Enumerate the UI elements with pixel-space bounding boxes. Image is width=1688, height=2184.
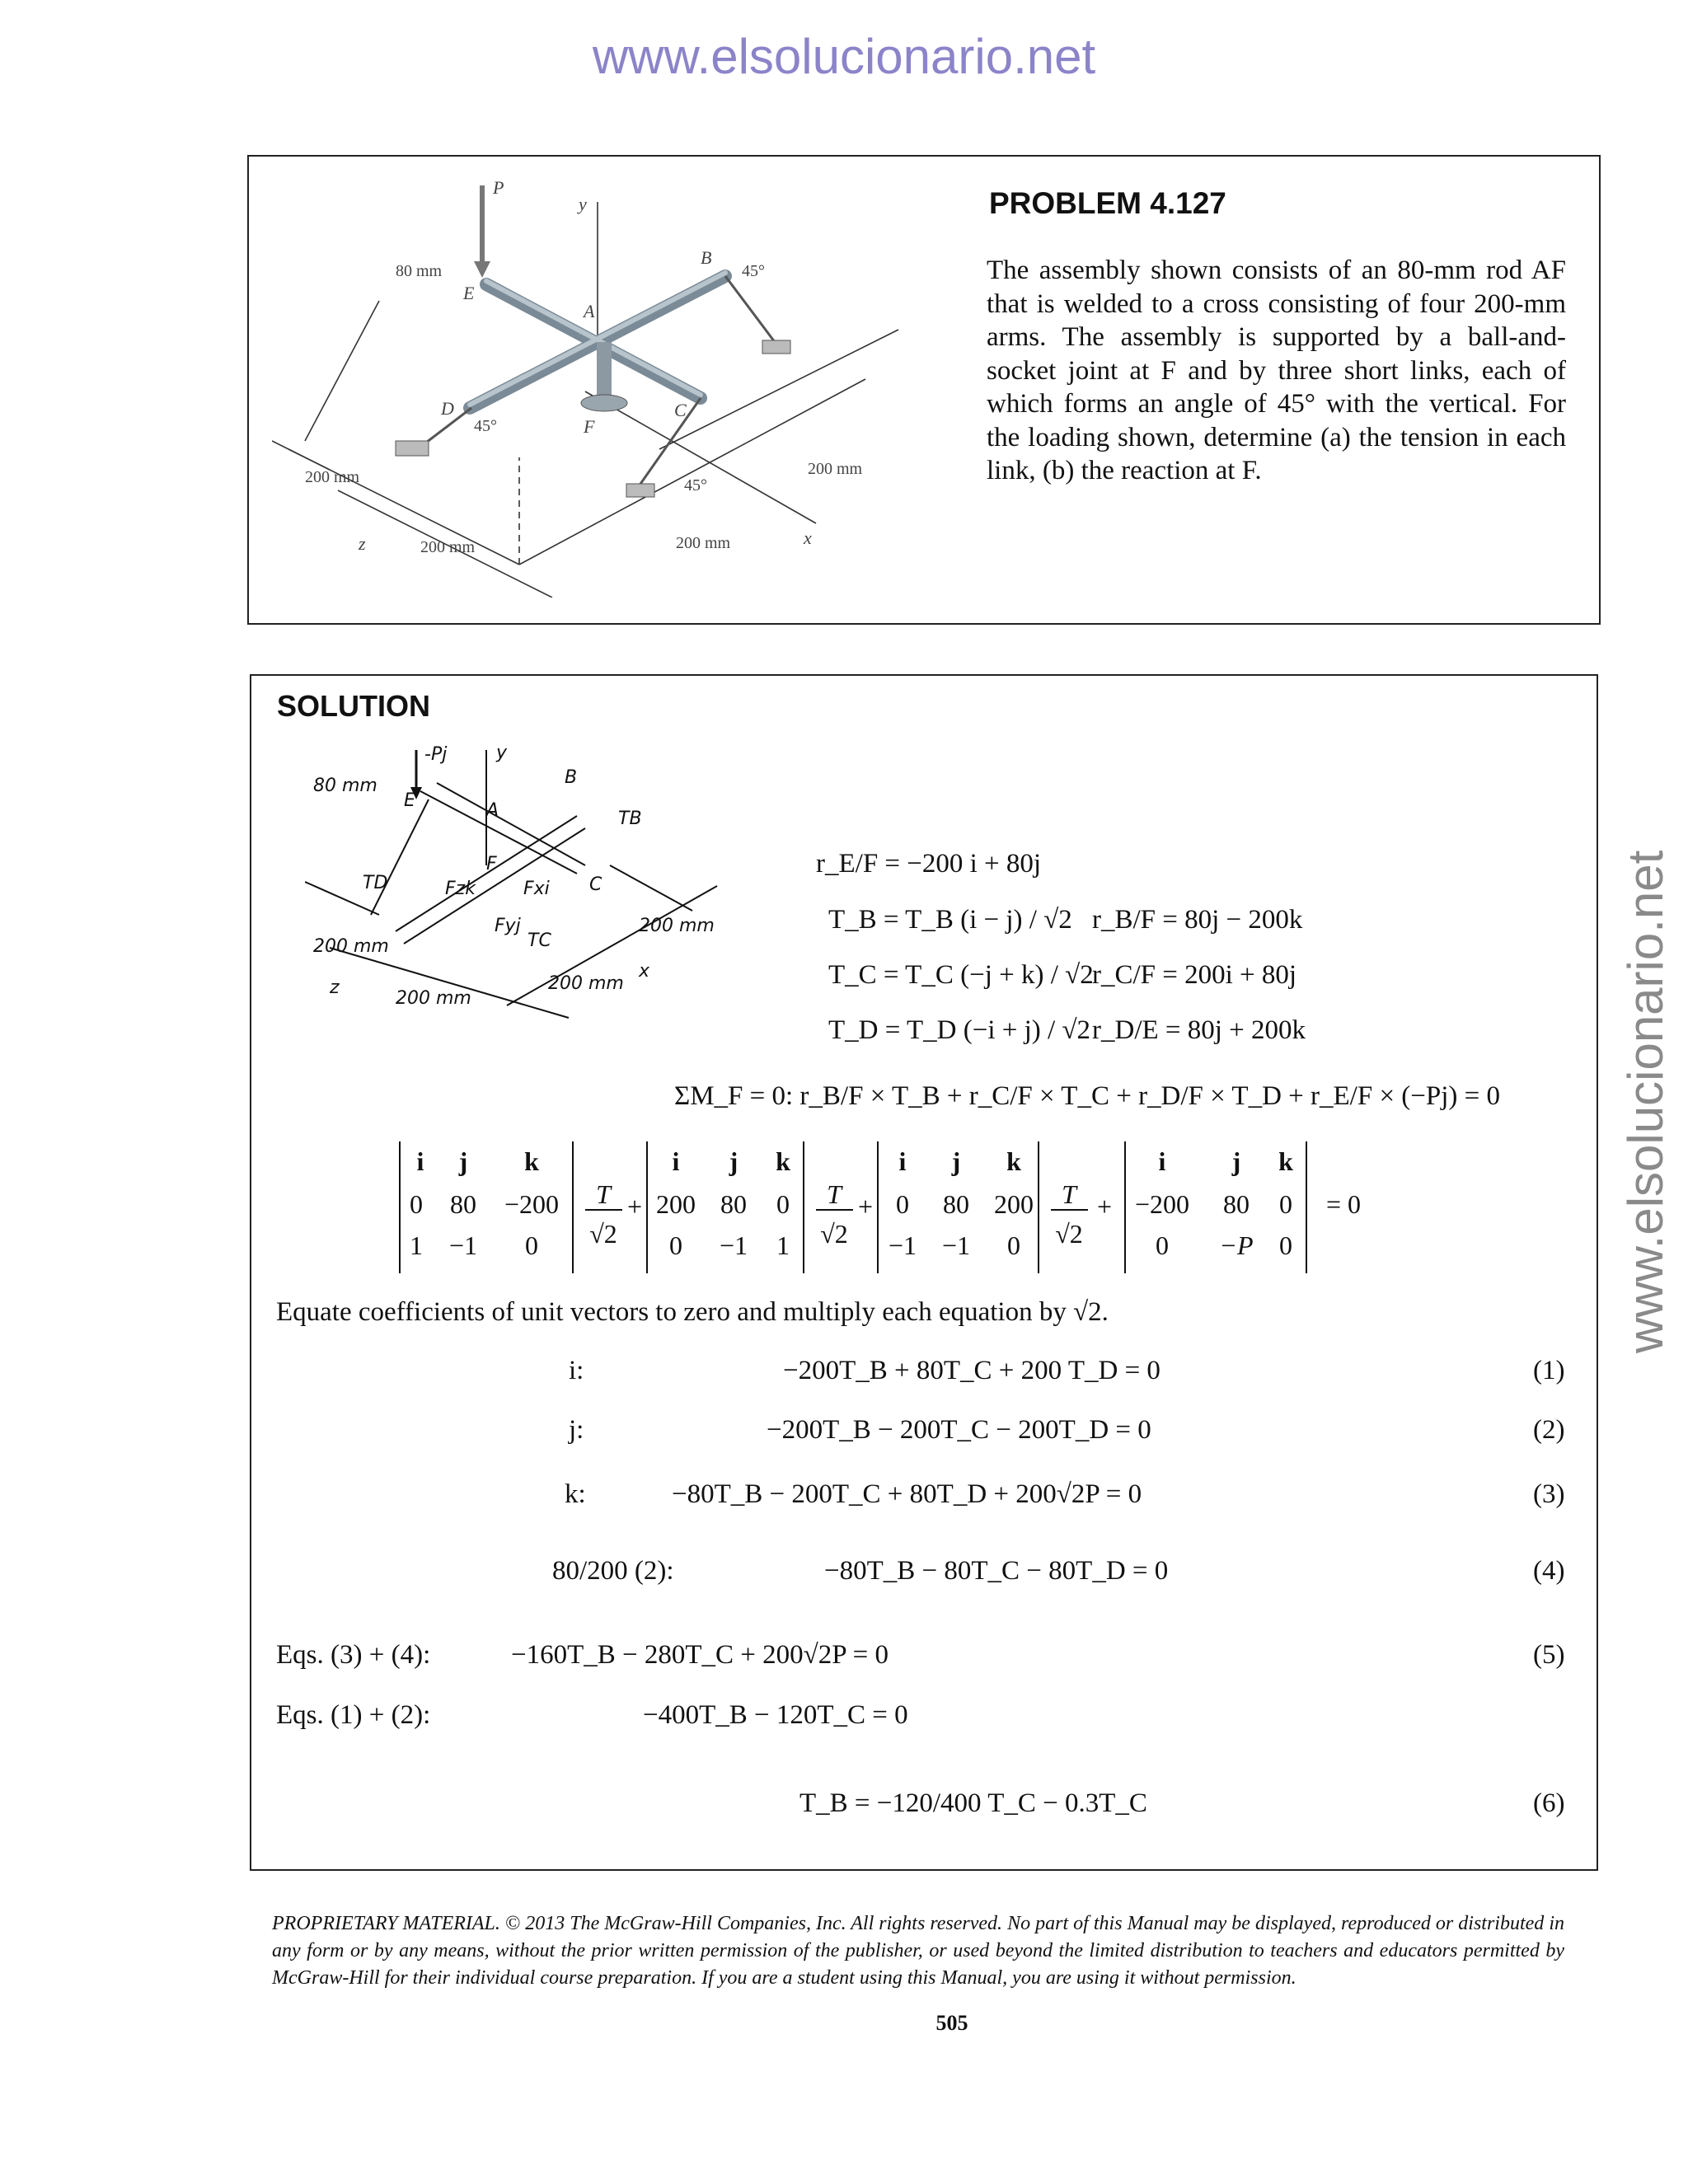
svg-text:0: 0 [410,1189,423,1219]
eq2-expr: −200T_B − 200T_C − 200T_D = 0 [767,1415,1151,1445]
eq3-label: k: [565,1479,586,1509]
svg-text:+: + [1096,1192,1113,1221]
solution-title: SOLUTION [277,689,430,723]
svg-text:80: 80 [450,1189,476,1219]
svg-text:j: j [1231,1146,1241,1176]
svg-text:−1: −1 [888,1230,917,1260]
svg-text:0: 0 [896,1189,909,1219]
eq2-number: (2) [1533,1415,1565,1445]
watermark-side: www.elsolucionario.net [1618,850,1673,1353]
svg-text:0: 0 [525,1230,538,1260]
eq5-label: Eqs. (3) + (4): [276,1640,431,1670]
sketch-C: C [589,874,603,895]
sketch-y: y [496,743,508,763]
sketch-dim-200-bottom: 200 mm [396,988,471,1009]
svg-text:−1: −1 [448,1230,478,1260]
sketch-Fy: Fyj [495,916,521,936]
eq-TB: T_B = T_B (i − j) / √2 [828,905,1072,935]
eq-rCF: r_C/F = 200i + 80j [1092,960,1297,990]
eq-TC: T_C = T_C (−j + k) / √2 [828,960,1094,990]
eq-sum-label: Eqs. (1) + (2): [276,1700,431,1730]
label-P: P [493,177,504,198]
svg-text:i: i [1158,1146,1166,1176]
eq4-label: 80/200 (2): [552,1556,674,1586]
svg-text:T: T [827,1179,842,1209]
sketch-A: A [486,800,499,821]
label-E: E [463,283,475,303]
sketch-B: B [565,767,578,788]
sketch-E: E [404,790,415,811]
svg-text:0: 0 [1156,1230,1169,1260]
page-number: 505 [935,2011,968,2035]
svg-text:k: k [1278,1146,1293,1176]
dim-200-right: 200 mm [808,460,863,478]
svg-text:j: j [951,1146,961,1176]
svg-text:0: 0 [1279,1189,1292,1219]
eq6-number: (6) [1533,1788,1565,1818]
angle-B: 45° [742,262,765,280]
label-F: F [584,416,595,437]
eq4-number: (4) [1533,1556,1565,1586]
svg-text:0: 0 [1007,1230,1020,1260]
angle-C: 45° [684,476,707,494]
sketch-F: F [486,854,497,874]
svg-text:T: T [596,1179,611,1209]
eq1-label: i: [569,1356,584,1385]
label-D: D [441,398,454,419]
eq1-number: (1) [1533,1356,1565,1385]
svg-text:k: k [1006,1146,1021,1176]
problem-statement: The assembly shown consists of an 80-mm rod AF that is welded to a cross consisting of four 200-mm arms. The assembly is supported by a ball-and-socket joint at F and by three short links, each of which forms an angle of 45° with the vertical. For the loading shown, determine (a) the tension in each link, (b) the reaction at F. [987,255,1566,485]
eq-sum-expr: −400T_B − 120T_C = 0 [643,1700,908,1730]
svg-text:√2: √2 [820,1219,848,1249]
eq2-label: j: [569,1415,584,1445]
svg-text:200: 200 [656,1189,696,1219]
sketch-TC: TC [528,930,551,951]
eq1-expr: −200T_B + 80T_C + 200 T_D = 0 [783,1356,1160,1385]
dim-200-left: 200 mm [305,468,360,486]
svg-text:−P: −P [1219,1230,1254,1260]
dim-200-bottom: 200 mm [676,534,731,552]
svg-text:1: 1 [776,1230,790,1260]
sketch-Fx: Fxi [523,879,550,899]
copyright-footer: PROPRIETARY MATERIAL. © 2013 The McGraw-Hill Companies, Inc. All rights reserved. No part of this Manual may be displayed, reproduced or distributed in any form or by any means, without the prior written permission of the publisher, or used beyond the limited distribution to teachers and educators permitted by McGraw-Hill for their individual course preparation. If you are a student using this Manual, you are using it without permission. [272,1913,1564,1989]
eq4-expr: −80T_B − 80T_C − 80T_D = 0 [824,1556,1169,1586]
label-C: C [674,400,687,420]
sketch-x: x [639,961,650,982]
svg-text:i: i [898,1146,907,1176]
svg-text:T: T [1062,1179,1076,1209]
sketch-dim-80: 80 mm [313,776,377,796]
eq3-expr: −80T_B − 200T_C + 80T_D + 200√2P = 0 [672,1479,1142,1509]
svg-text:j: j [729,1146,738,1176]
sketch-dim-200-left: 200 mm [313,936,389,957]
eq3-number: (3) [1533,1479,1565,1509]
eq5-expr: −160T_B − 280T_C + 200√2P = 0 [511,1640,889,1670]
svg-text:j: j [458,1146,468,1176]
label-z: z [359,533,366,554]
svg-text:= 0: = 0 [1325,1189,1362,1219]
svg-text:80: 80 [1223,1189,1250,1219]
svg-text:−200: −200 [504,1189,560,1219]
sketch-load: -Pj [424,744,448,765]
svg-text:200: 200 [994,1189,1034,1219]
determinant-expansion [387,1137,1409,1277]
eq5-number: (5) [1533,1640,1565,1670]
svg-text:0: 0 [1279,1230,1292,1260]
solution-sketch [305,742,734,1022]
eq-moment: ΣM_F = 0: r_B/F × T_B + r_C/F × T_C + r_D/F × T_D + r_E/F × (−Pj) = 0 [674,1081,1501,1111]
svg-text:k: k [524,1146,539,1176]
svg-text:k: k [776,1146,790,1176]
eq-TD: T_D = T_D (−i + j) / √2 [828,1015,1091,1045]
dim-200-bottom-left: 200 mm [420,538,476,556]
sketch-TD: TD [363,873,388,893]
dim-80: 80 mm [396,262,443,280]
svg-text:0: 0 [669,1230,682,1260]
svg-text:−200: −200 [1134,1189,1190,1219]
sketch-dim-200-mid: 200 mm [548,973,624,994]
svg-text:i: i [672,1146,680,1176]
svg-text:+: + [857,1192,874,1221]
sketch-TB: TB [618,808,642,829]
svg-text:0: 0 [776,1189,790,1219]
svg-text:i: i [416,1146,424,1176]
eq6-expr: T_B = −120/400 T_C − 0.3T_C [799,1788,1147,1818]
eq-rBF: r_B/F = 80j − 200k [1092,905,1303,935]
label-A: A [584,301,595,321]
svg-text:−1: −1 [719,1230,748,1260]
svg-text:1: 1 [410,1230,423,1260]
svg-text:√2: √2 [589,1219,617,1249]
eq-rEF: r_E/F = −200 i + 80j [816,849,1042,879]
problem-figure [272,169,923,598]
sketch-Fz: Fzk [445,879,476,899]
label-x: x [804,527,812,548]
svg-text:80: 80 [943,1189,969,1219]
sketch-z: z [330,977,340,998]
label-y: y [579,194,587,214]
eq-rDE: r_D/E = 80j + 200k [1092,1015,1306,1045]
svg-text:√2: √2 [1055,1219,1083,1249]
equate-text: Equate coefficients of unit vectors to zero and multiply each equation by √2. [276,1297,1109,1327]
problem-title: PROBLEM 4.127 [989,186,1226,220]
svg-text:80: 80 [720,1189,747,1219]
angle-D: 45° [474,417,497,435]
svg-text:−1: −1 [941,1230,971,1260]
watermark-top: www.elsolucionario.net [592,29,1096,84]
sketch-dim-200-right: 200 mm [639,916,715,936]
svg-text:+: + [626,1192,643,1221]
label-B: B [701,247,712,268]
